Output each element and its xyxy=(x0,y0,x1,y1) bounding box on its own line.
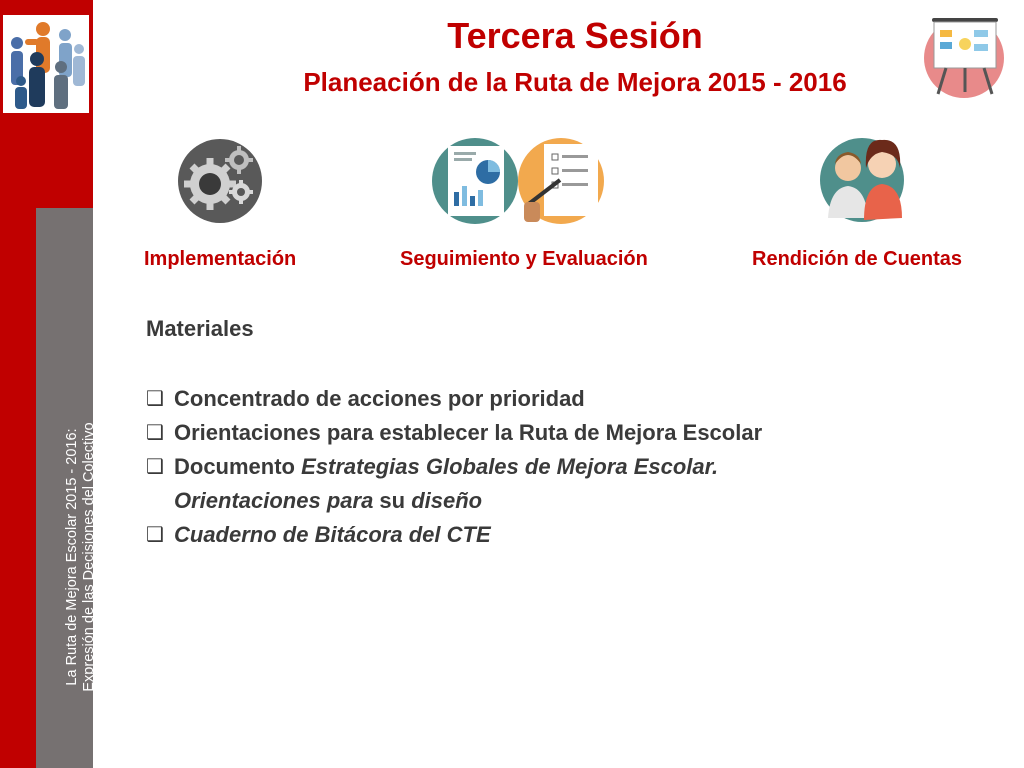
page-subtitle: Planeación de la Ruta de Mejora 2015 - 2016 xyxy=(303,67,847,97)
materials-list xyxy=(146,382,762,552)
list-item-text-plain: su xyxy=(373,488,412,513)
page-title: Tercera Sesión xyxy=(447,15,703,56)
phase-label-seguimiento: Seguimiento y Evaluación xyxy=(400,248,648,270)
list-item-text xyxy=(174,450,718,518)
list-item xyxy=(146,518,762,552)
sidebar-caption-line2: Expresión de las Decisiones del Colectivo xyxy=(81,422,97,692)
phase-label-implementacion: Implementación xyxy=(144,248,297,270)
list-item-text: Orientaciones para establecer la Ruta de Mejora Escolar xyxy=(174,420,763,445)
materials-heading: Materiales xyxy=(146,316,254,341)
phase-label-rendicion: Rendición de Cuentas xyxy=(752,248,963,270)
two-people-icon xyxy=(818,128,914,224)
list-item-text-italic: Orientaciones para xyxy=(174,488,374,513)
report-charts-icon xyxy=(430,136,606,226)
list-item xyxy=(146,382,762,416)
list-item xyxy=(146,450,762,518)
checkbox-bullet-icon: ❑ xyxy=(146,524,164,546)
list-item-text-italic: diseño xyxy=(411,488,483,513)
sidebar-caption-line1: La Ruta de Mejora Escolar 2015 - 2016: xyxy=(64,428,80,686)
sidebar-caption xyxy=(64,372,98,742)
gears-icon xyxy=(177,138,263,224)
list-item xyxy=(146,416,762,450)
list-item-text-italic: Estrategias Globales de Mejora Escolar. xyxy=(301,454,719,479)
checkbox-bullet-icon: ❑ xyxy=(146,388,164,410)
checkbox-bullet-icon: ❑ xyxy=(146,422,164,444)
checkbox-bullet-icon: ❑ xyxy=(146,456,164,478)
list-item-text-plain: Documento xyxy=(174,454,302,479)
people-group-logo xyxy=(3,15,89,113)
list-item-text: Cuaderno de Bitácora del CTE xyxy=(174,522,491,547)
list-item-text: Concentrado de acciones por prioridad xyxy=(174,386,585,411)
presentation-board-icon xyxy=(920,12,1012,102)
